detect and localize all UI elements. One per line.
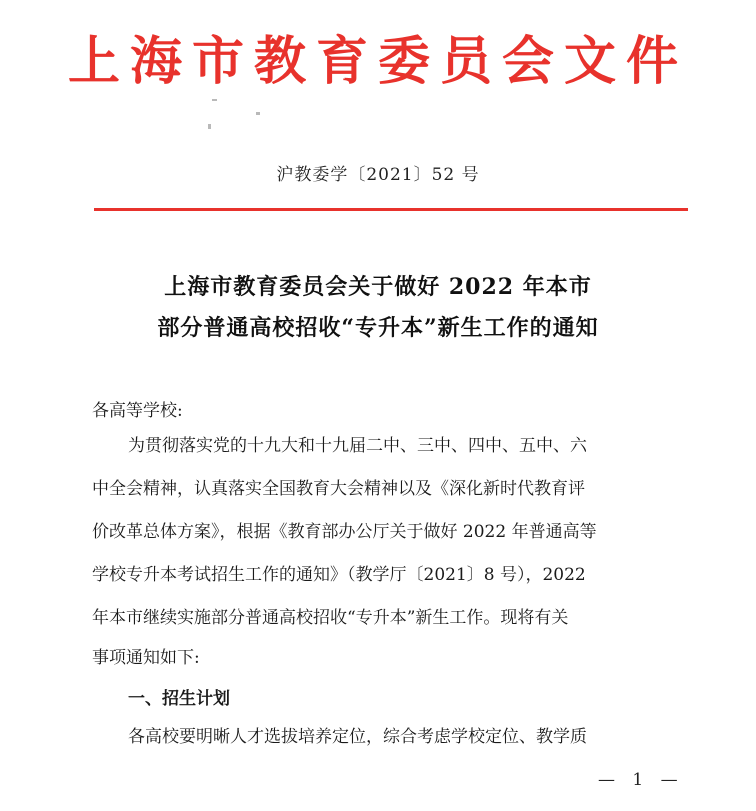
page-number: — 1 — [598, 770, 684, 790]
section-heading: 一、招生计划 [128, 689, 230, 709]
paragraph-line: 价改革总体方案》，根据《教育部办公厅关于做好 2022 年普通高等 [92, 522, 597, 542]
issuer-header: 上海市教育委员会文件 [67, 31, 688, 92]
paragraph-line: 事项通知如下: [92, 648, 200, 668]
scan-speck [208, 124, 211, 129]
scan-speck [256, 112, 260, 115]
scan-speck [212, 99, 217, 101]
document-title-line-1: 上海市教育委员会关于做好 2022 年本市 [164, 274, 592, 300]
document-title-line-2: 部分普通高校招收“专升本”新生工作的通知 [157, 315, 599, 341]
paragraph-line: 为贯彻落实党的十九大和十九届二中、三中、四中、五中、六 [128, 436, 587, 456]
paragraph-line: 中全会精神，认真落实全国教育大会精神以及《深化新时代教育评 [92, 479, 585, 499]
paragraph-line: 年本市继续实施部分普通高校招收“专升本”新生工作。现将有关 [92, 608, 569, 628]
paragraph-line: 各高校要明晰人才选拔培养定位，综合考虑学校定位、教学质 [128, 727, 587, 747]
salutation: 各高等学校: [92, 401, 183, 421]
red-divider-line [94, 208, 688, 211]
paragraph-line: 学校专升本考试招生工作的通知》（教学厅〔2021〕8 号），2022 [92, 565, 586, 585]
document-number: 沪教委学〔2021〕52 号 [276, 165, 480, 185]
